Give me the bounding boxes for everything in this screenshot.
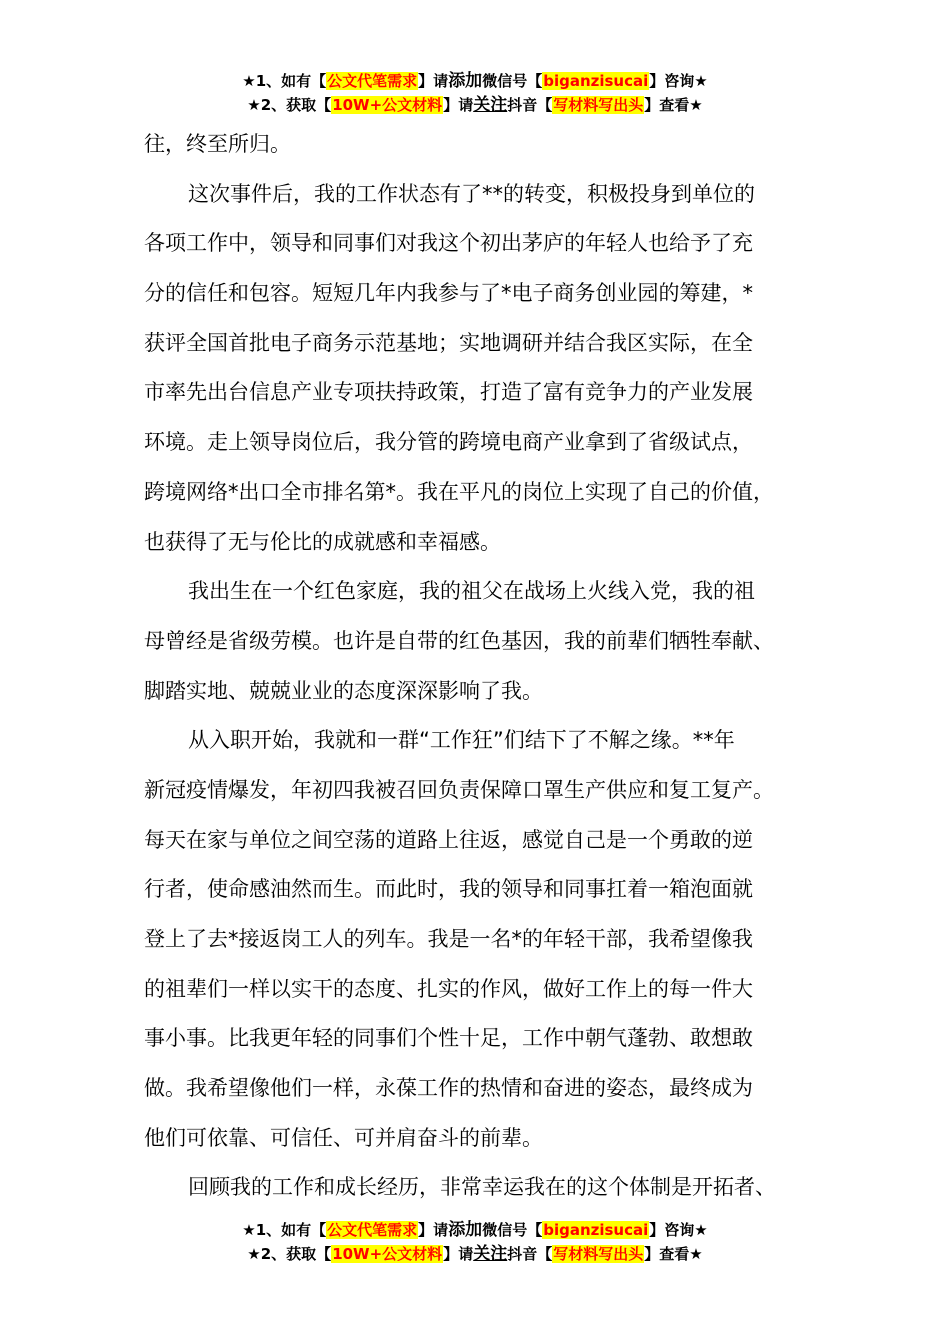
body-line: 脚踏实地、兢兢业业的态度深深影响了我。 <box>144 678 543 703</box>
banner-line-2 <box>0 93 950 117</box>
body-line: 分的信任和包容。短短几年内我参与了*电子商务创业园的筹建，* <box>144 281 753 306</box>
body-line: 登上了去*接返岗工人的列车。我是一名*的年轻干部，我希望像我 <box>144 927 753 951</box>
banner-text: 】查看★ <box>644 96 703 114</box>
banner-text: 】咨询★ <box>649 1221 708 1239</box>
body-line: 往，终至所归。 <box>144 132 291 156</box>
banner-text: 】请 <box>418 1221 449 1239</box>
banner-text: 微信号【 <box>482 72 543 90</box>
banner-text: 】查看★ <box>644 1245 703 1263</box>
highlight-douyin-account: 写材料写出头 <box>553 96 644 114</box>
highlight-materials: 10W+公文材料 <box>332 96 443 114</box>
highlight-materials: 10W+公文材料 <box>332 1245 443 1263</box>
body-line: 事小事。比我更年轻的同事们个性十足，工作中朝气蓬勃、敢想敢 <box>144 1026 753 1051</box>
banner-line-1 <box>0 1218 950 1242</box>
highlight-wechat-id: biganzisucai <box>543 1221 649 1239</box>
banner-text: 抖音【 <box>507 96 553 114</box>
body-line: 回顾我的工作和成长经历，非常幸运我在的这个体制是开拓者、 <box>188 1175 776 1200</box>
header-banner <box>0 69 950 117</box>
banner-text: 】请 <box>418 72 449 90</box>
banner-text: 1、如有【 <box>255 1221 327 1239</box>
body-line: 他们可依靠、可信任、可并肩奋斗的前辈。 <box>144 1125 543 1150</box>
star-icon: ★ <box>247 1245 261 1263</box>
banner-text: 】请 <box>443 96 474 114</box>
banner-emphasis: 关注 <box>473 95 508 115</box>
banner-emphasis: 关注 <box>473 1244 508 1264</box>
body-line: 母曾经是省级劳模。也许是自带的红色基因，我的前辈们牺牲奉献、 <box>144 628 774 653</box>
banner-text: 2、获取【 <box>260 1245 332 1263</box>
star-icon: ★ <box>242 1221 256 1239</box>
body-line: 我出生在一个红色家庭，我的祖父在战场上火线入党，我的祖 <box>188 579 755 604</box>
body-line: 跨境网络*出口全市排名第*。我在平凡的岗位上实现了自己的价值， <box>144 479 774 504</box>
footer-banner <box>0 1218 950 1266</box>
banner-text: 抖音【 <box>507 1245 553 1263</box>
star-icon: ★ <box>242 72 256 90</box>
star-icon: ★ <box>247 96 261 114</box>
body-line: 做。我希望像他们一样，永葆工作的热情和奋进的姿态，最终成为 <box>144 1076 753 1101</box>
banner-text: 1、如有【 <box>255 72 327 90</box>
body-line: 各项工作中，领导和同事们对我这个初出茅庐的年轻人也给予了充 <box>144 231 753 256</box>
document-body <box>144 120 824 1213</box>
banner-line-1 <box>0 69 950 93</box>
highlight-wechat-id: biganzisucai <box>543 72 649 90</box>
banner-text: 2、获取【 <box>260 96 332 114</box>
banner-text: 】咨询★ <box>649 72 708 90</box>
banner-text: 】请 <box>443 1245 474 1263</box>
body-line: 行者，使命感油然而生。而此时，我的领导和同事扛着一箱泡面就 <box>144 877 753 902</box>
body-line: 从入职开始，我就和一群“工作狂”们结下了不解之缘。**年 <box>188 728 735 753</box>
body-line: 每天在家与单位之间空荡的道路上往返，感觉自己是一个勇敢的逆 <box>144 827 753 852</box>
body-line: 新冠疫情爆发，年初四我被召回负责保障口罩生产供应和复工复产。 <box>144 777 774 802</box>
highlight-service: 公文代笔需求 <box>327 1221 418 1239</box>
banner-text: 微信号【 <box>482 1221 543 1239</box>
body-line: 获评全国首批电子商务示范基地；实地调研并结合我区实际，在全 <box>144 330 753 355</box>
body-line: 也获得了无与伦比的成就感和幸福感。 <box>144 529 501 554</box>
banner-emphasis: 添加 <box>448 1220 483 1240</box>
body-line: 的祖辈们一样以实干的态度、扎实的作风，做好工作上的每一件大 <box>144 976 753 1001</box>
highlight-service: 公文代笔需求 <box>327 72 418 90</box>
highlight-douyin-account: 写材料写出头 <box>553 1245 644 1263</box>
banner-emphasis: 添加 <box>448 71 483 91</box>
banner-line-2 <box>0 1242 950 1266</box>
body-line: 这次事件后，我的工作状态有了**的转变，积极投身到单位的 <box>188 181 755 206</box>
body-line: 市率先出台信息产业专项扶持政策，打造了富有竞争力的产业发展 <box>144 380 753 405</box>
body-line: 环境。走上领导岗位后，我分管的跨境电商产业拿到了省级试点， <box>144 430 753 455</box>
